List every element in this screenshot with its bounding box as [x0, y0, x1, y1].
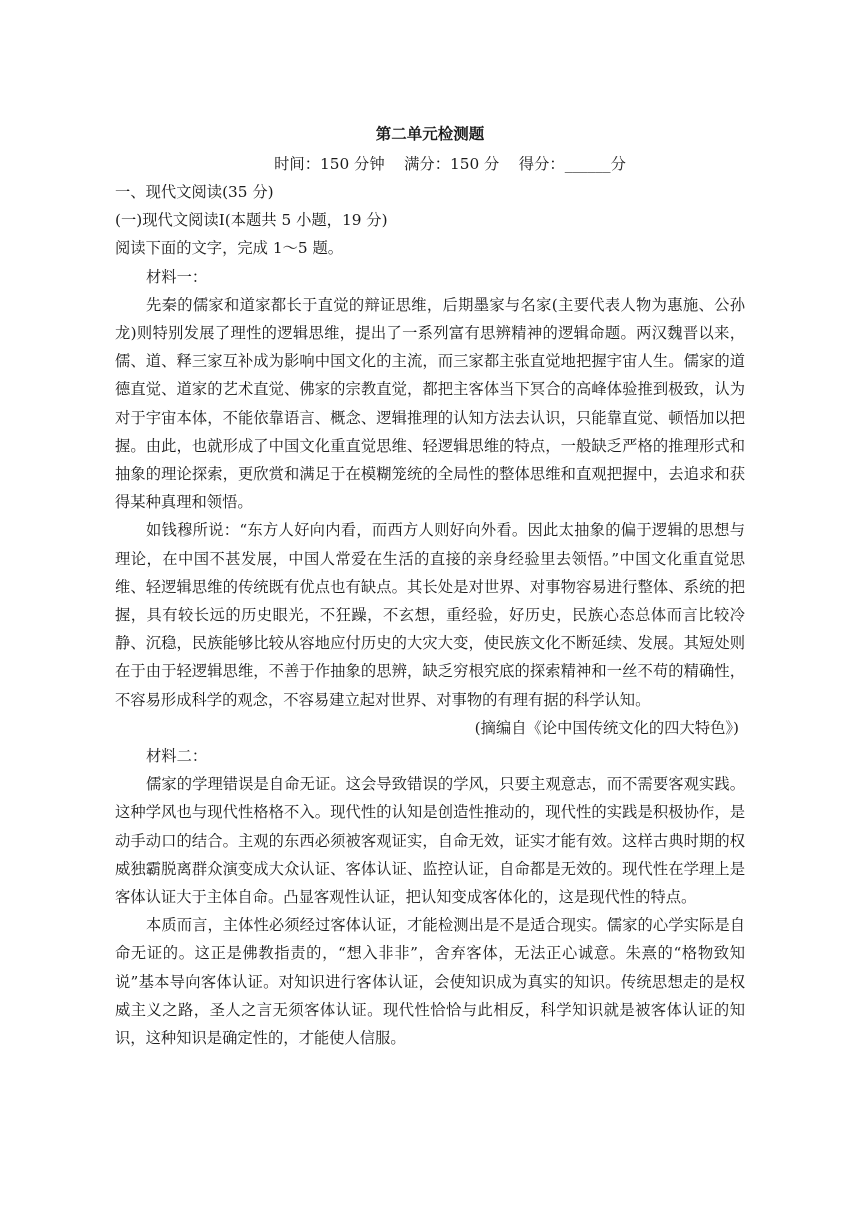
- material-one-source: (摘编自《论中国传统文化的四大特色》): [474, 718, 739, 737]
- material-two-label: 材料二：: [146, 747, 208, 766]
- material-two-paragraph-1: 儒家的学理错误是自命无证。这会导致错误的学风，只要主观意志，而不需要客观实践。这种学风也与现代性格格不入。现代性的认知是创造性推动的，现代性的实践是积极协作，是动手动口的结合。主观的东西必须被客观证实，自命无效，证实才能有效。这样古典时期的权威独霸脱离群众演变成大众认证、客体认证、监控认证，自命都是无效的。现代性在学理上是客体认证大于主体自命。凸显客观性认证，把认知变成客体化的，这是现代性的特点。: [115, 775, 745, 907]
- document-page: [115, 118, 745, 1052]
- material-one-label: 材料一：: [146, 267, 208, 286]
- exam-meta: 时间：150 分钟 满分：150 分 得分：______分: [274, 155, 626, 173]
- section-subheading: (一)现代文阅读Ⅰ(本题共 5 小题，19 分): [115, 211, 388, 230]
- material-one-paragraph-2: 如钱穆所说：“东方人好向内看，而西方人则好向外看。因此太抽象的偏于逻辑的思想与理论，在中国不甚发展，中国人常爱在生活的直接的亲身经验里去领悟。”中国文化重直觉思维、轻逻辑思维的传统既有优点也有缺点。其长处是对世界、对事物容易进行整体、系统的把握，具有较长远的历史眼光，不狂躁，不玄想，重经验，好历史，民族心态总体而言比较冷静、沉稳，民族能够比较从容地应付历史的大灾大变，使民族文化不断延续、发展。其短处则在于由于轻逻辑思维，不善于作抽象的思辨，缺乏穷根究底的探索精神和一丝不苟的精确性，不容易形成科学的观念，不容易建立起对世界、对事物的有理有据的科学认知。: [115, 521, 745, 709]
- section-heading: 一、现代文阅读(35 分): [115, 183, 274, 201]
- material-two-paragraph-2: 本质而言，主体性必须经过客体认证，才能检测出是不是适合现实。儒家的心学实际是自命无证的。这正是佛教指责的，“想入非非”，舍弃客体，无法正心诚意。朱熹的“格物致知说”基本导向客体认证。对知识进行客体认证，会使知识成为真实的知识。传统思想走的是权威主义之路，圣人之言无须客体认证。现代性恰恰与此相反，科学知识就是被客体认证的知识，这种知识是确定性的，才能使人信服。: [115, 916, 745, 1048]
- material-one-paragraph-1: 先秦的儒家和道家都长于直觉的辩证思维，后期墨家与名家(主要代表人物为惠施、公孙龙)则特别发展了理性的逻辑思维，提出了一系列富有思辨精神的逻辑命题。两汉魏晋以来，儒、道、释三家互补成为影响中国文化的主流，而三家都主张直觉地把握宇宙人生。儒家的道德直觉、道家的艺术直觉、佛家的宗教直觉，都把主客体当下冥合的高峰体验推到极致，认为对于宇宙本体，不能依靠语言、概念、逻辑推理的认知方法去认识，只能靠直觉、顿悟加以把握。由此，也就形成了中国文化重直觉思维、轻逻辑思维的特点，一般缺乏严格的推理形式和抽象的理论探索，更欣赏和满足于在模糊笼统的全局性的整体思维和直观把握中，去追求和获得某种真理和领悟。: [115, 295, 745, 512]
- reading-instruction: 阅读下面的文字，完成 1～5 题。: [115, 239, 344, 258]
- page-title: 第二单元检测题: [375, 125, 485, 143]
